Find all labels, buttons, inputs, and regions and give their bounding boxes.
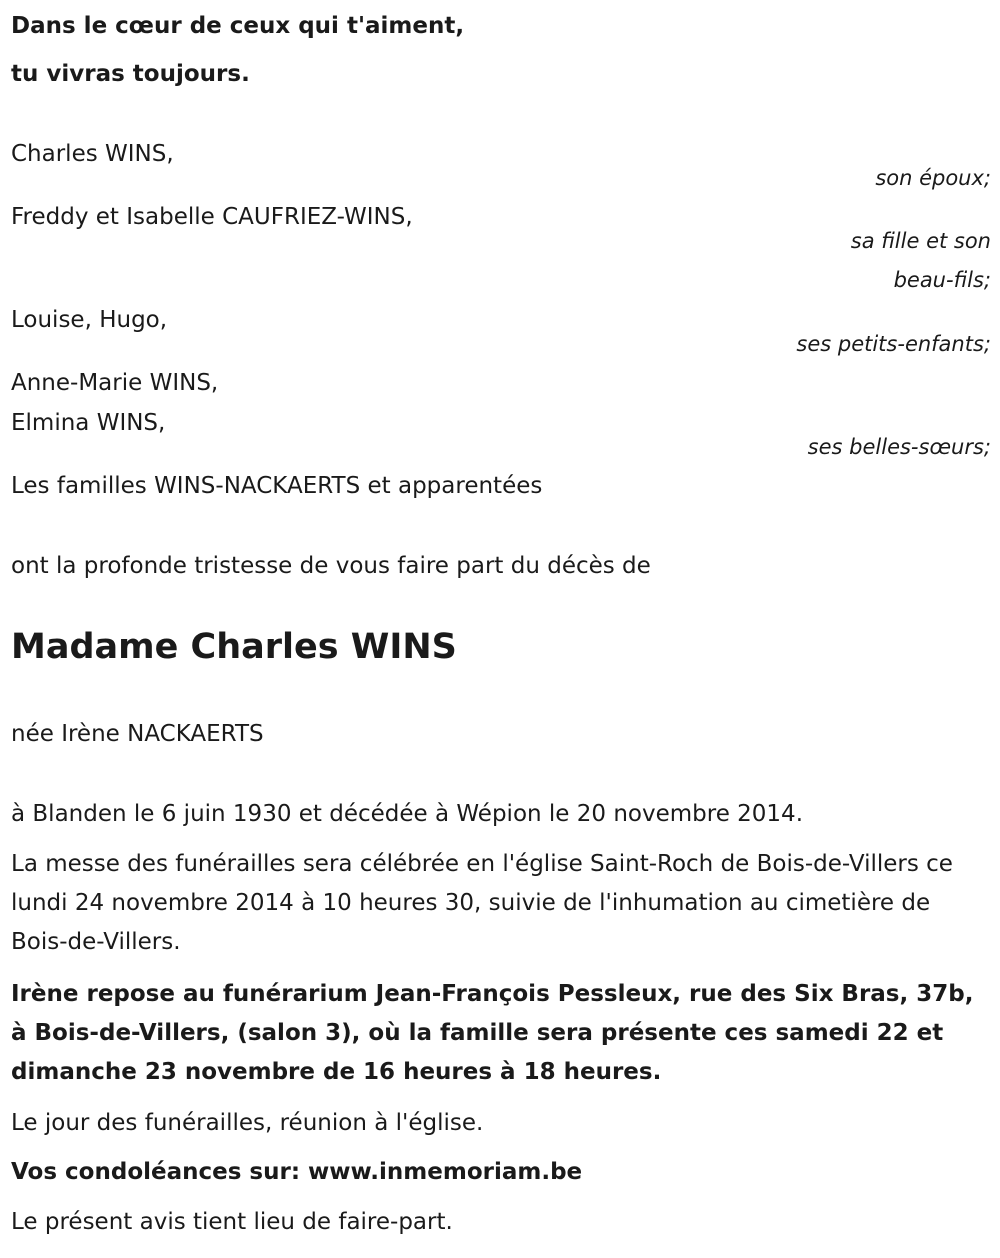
families-line: Les familles WINS-NACKAERTS et apparentées [11, 473, 543, 499]
family-relation: sa fille et son [850, 229, 991, 253]
family-relation: son époux; [875, 166, 991, 190]
family-member-name: Charles WINS, [11, 141, 174, 167]
family-relation: beau-fils; [893, 268, 991, 292]
visitation-paragraph: Irène repose au funérarium Jean-François Pessleux, rue des Six Bras, 37b, à Bois-de-Villers, (salon 3), où la famille sera présente ces samedi 22 et dimanche 23 novembre de 16 heures à 18 heures. [11, 981, 974, 1085]
family-member-name: Louise, Hugo, [11, 307, 168, 333]
birth-death-dates: à Blanden le 6 juin 1930 et décédée à Wépion le 20 novembre 2014. [11, 801, 804, 827]
family-member-name: Elmina WINS, [11, 410, 166, 436]
announcement: ont la profonde tristesse de vous faire part du décès de [11, 553, 651, 579]
funeral-paragraph: La messe des funérailles sera célébrée en l'église Saint-Roch de Bois-de-Villers ce lundi 24 novembre 2014 à 10 heures 30, suivie de l'inhumation au cimetière de Bois-de-Villers. [11, 851, 953, 955]
epitaph-line-2: tu vivras toujours. [11, 61, 250, 87]
family-relation: ses petits-enfants; [796, 332, 991, 356]
epitaph-line-1: Dans le cœur de ceux qui t'aiment, [11, 13, 465, 39]
family-relation: ses belles-sœurs; [807, 435, 991, 459]
family-member-name: Anne-Marie WINS, [11, 370, 219, 396]
family-member-name: Freddy et Isabelle CAUFRIEZ-WINS, [11, 204, 413, 230]
condolences-line: Vos condoléances sur: www.inmemoriam.be [11, 1159, 583, 1185]
notice-line: Le présent avis tient lieu de faire-part. [11, 1209, 453, 1235]
maiden-name: née Irène NACKAERTS [11, 721, 264, 747]
deceased-name: Madame Charles WINS [11, 627, 457, 667]
meeting-line: Le jour des funérailles, réunion à l'église. [11, 1110, 484, 1136]
